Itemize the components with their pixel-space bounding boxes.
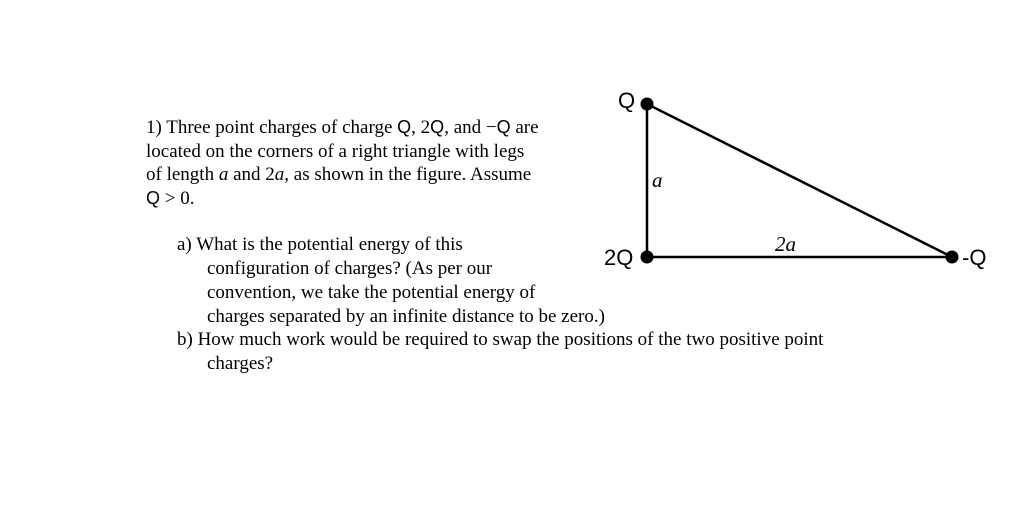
italic-variable: a bbox=[274, 164, 285, 185]
part-a-label: a) bbox=[177, 234, 192, 255]
part-a-text-1: What is the potential energy of this bbox=[196, 234, 463, 255]
part-a-line-3: convention, we take the potential energy of bbox=[207, 282, 536, 303]
text-run: , and − bbox=[444, 117, 497, 138]
text-run: of length bbox=[146, 164, 219, 185]
part-a-line-2: configuration of charges? (As per our bbox=[207, 258, 493, 279]
text-run: > 0. bbox=[160, 187, 195, 209]
italic-variable: a bbox=[218, 164, 229, 185]
leg-vertical-label: a bbox=[652, 168, 663, 192]
charge-symbol: Q bbox=[430, 117, 445, 137]
text-run: Three point charges of charge bbox=[166, 117, 398, 138]
part-b-line-2: charges? bbox=[207, 353, 274, 374]
charge-right-dot bbox=[946, 251, 959, 264]
charge-top-label: Q bbox=[618, 88, 636, 113]
charge-right-label: -Q bbox=[962, 245, 987, 270]
charge-symbol: Q bbox=[496, 117, 511, 137]
part-b-text-1: How much work would be required to swap the positions of the two positive point bbox=[197, 329, 824, 350]
hypotenuse bbox=[647, 104, 952, 257]
charge-top-dot bbox=[641, 98, 654, 111]
part-a-line-4: charges separated by an infinite distance to be zero.) bbox=[207, 306, 605, 327]
leg-horizontal-label: 2a bbox=[775, 232, 796, 256]
charge-corner-label: 2Q bbox=[604, 245, 634, 270]
text-run: are bbox=[510, 117, 539, 138]
charge-symbol: Q bbox=[146, 187, 161, 208]
text-run: , 2 bbox=[411, 117, 431, 138]
text-run: and 2 bbox=[228, 164, 275, 185]
charge-corner-dot bbox=[641, 251, 654, 264]
text-run: located on the corners of a right triangle with legs bbox=[146, 140, 525, 162]
charge-symbol: Q bbox=[397, 117, 412, 137]
text-run: , as shown in the figure. Assume bbox=[284, 164, 532, 185]
part-b-label: b) bbox=[177, 329, 193, 350]
problem-number: 1) bbox=[146, 117, 162, 138]
